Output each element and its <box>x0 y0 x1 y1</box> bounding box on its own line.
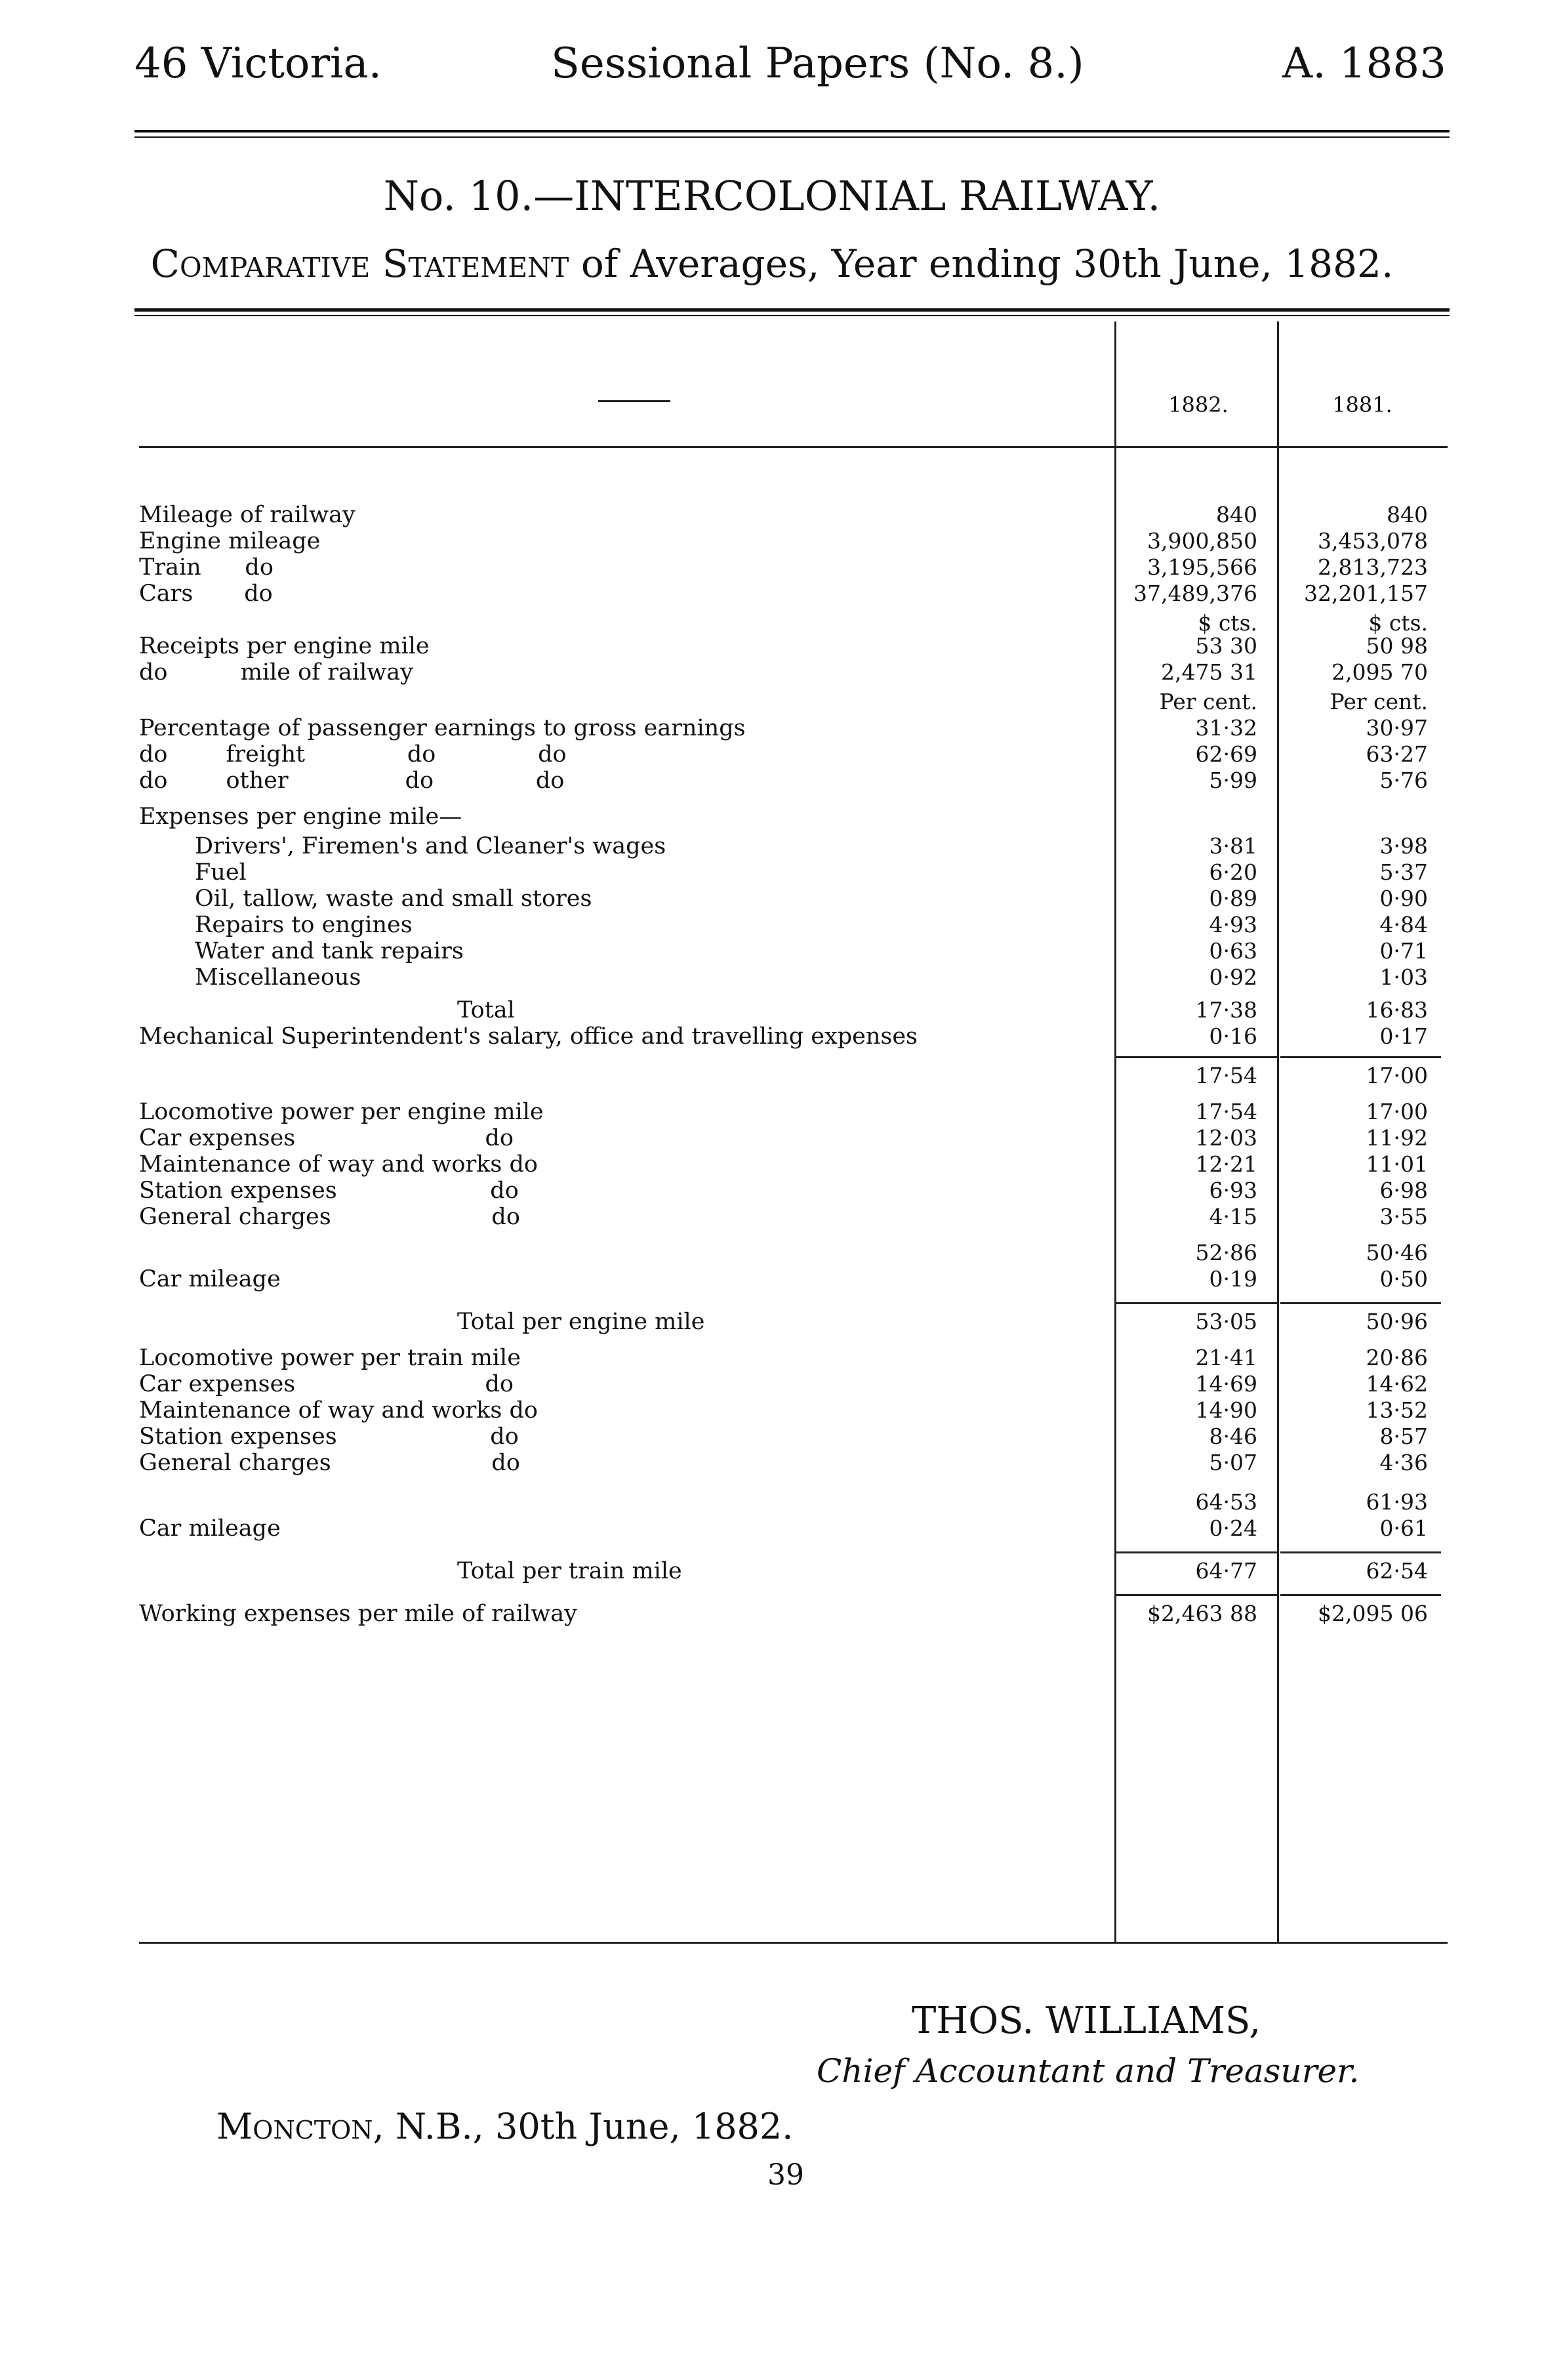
table-row <box>139 1397 1448 1424</box>
row-label <box>195 912 1107 938</box>
row-label-text: do mile of railway <box>139 659 417 686</box>
table-row <box>139 1266 1448 1292</box>
header-left: 46 Victoria. <box>134 39 382 88</box>
row-label-text: Receipts per engine mile <box>139 633 434 659</box>
value-1882: 3·81 <box>1209 833 1257 859</box>
row-label-text: Locomotive power per train mile <box>139 1345 525 1371</box>
value-1881: 50·96 <box>1366 1309 1428 1334</box>
row-label <box>139 768 1107 794</box>
row-label-text: Car expenses do <box>139 1371 518 1397</box>
value-1881: 20·86 <box>1366 1345 1428 1370</box>
row-label-text <box>139 1240 143 1266</box>
row-label <box>139 1063 1107 1089</box>
row-label-text: General charges do <box>139 1204 524 1230</box>
value-1881: 62·54 <box>1366 1558 1428 1584</box>
subtitle-part1: Comparative Statement <box>150 241 569 286</box>
column-header-1881: 1881. <box>1332 392 1392 417</box>
signature-name: THOS. WILLIAMS, <box>912 2000 1261 2042</box>
document-subtitle <box>0 241 1544 286</box>
value-1881: 32,201,157 <box>1304 581 1428 606</box>
table-row <box>139 964 1448 991</box>
row-label <box>139 741 1107 768</box>
table-row <box>139 1178 1448 1204</box>
row-label <box>139 1371 1107 1397</box>
row-label <box>139 1023 1107 1050</box>
subtitle-rule-thin <box>134 315 1450 316</box>
table-row <box>139 1515 1448 1542</box>
row-label-text <box>139 1063 143 1089</box>
table-row <box>139 1309 1448 1335</box>
value-1882: 0·24 <box>1209 1515 1257 1541</box>
value-1882: 14·69 <box>1195 1371 1257 1397</box>
row-label-text <box>139 689 143 715</box>
value-1882: 21·41 <box>1195 1345 1257 1370</box>
row-label <box>139 715 1107 741</box>
comparative-table <box>139 321 1448 1942</box>
value-1881: 11·92 <box>1366 1125 1428 1151</box>
value-1882: 14·90 <box>1195 1397 1257 1423</box>
value-1882: 0·89 <box>1209 886 1257 911</box>
row-label <box>139 554 1107 581</box>
value-1882: 5·07 <box>1209 1450 1257 1475</box>
value-1881: 5·37 <box>1379 859 1428 885</box>
value-1881: 1·03 <box>1379 964 1428 990</box>
subtotal-rule <box>1280 1594 1441 1596</box>
value-1881: 3·55 <box>1379 1204 1428 1229</box>
row-label-text: Oil, tallow, waste and small stores <box>195 886 596 912</box>
value-1881: 4·36 <box>1379 1450 1428 1475</box>
header-rule-thick <box>134 130 1450 133</box>
row-label <box>195 964 1107 991</box>
page-number: 39 <box>767 2158 804 2192</box>
table-row <box>139 1371 1448 1397</box>
row-label <box>139 689 1107 715</box>
value-1882: $ cts. <box>1198 610 1257 636</box>
value-1881: 14·62 <box>1366 1371 1428 1397</box>
row-label <box>195 833 1107 859</box>
row-label <box>139 1450 1107 1476</box>
value-1881: 30·97 <box>1366 715 1428 741</box>
table-row <box>139 689 1448 715</box>
value-1881: 4·84 <box>1379 912 1428 937</box>
value-1882: 12·21 <box>1195 1151 1257 1177</box>
value-1881: 0·90 <box>1379 886 1428 911</box>
row-label-text: Total per train mile <box>457 1558 686 1584</box>
value-1882: 12·03 <box>1195 1125 1257 1151</box>
value-1881: 840 <box>1387 502 1428 527</box>
row-label-text: Mileage of railway <box>139 502 359 528</box>
table-row <box>139 1558 1448 1584</box>
value-1882: 53 30 <box>1195 633 1257 659</box>
header-bottom-rule <box>139 446 1448 448</box>
row-label <box>139 1125 1107 1151</box>
row-label <box>139 659 1107 686</box>
value-1882: 0·16 <box>1209 1023 1257 1049</box>
row-label-text: Cars do <box>139 581 277 607</box>
place-date <box>216 2106 793 2147</box>
table-row <box>139 715 1448 741</box>
value-1882: 6·20 <box>1209 859 1257 885</box>
row-label <box>457 1309 1107 1335</box>
row-label <box>139 581 1107 607</box>
column-header-1882: 1882. <box>1168 392 1229 417</box>
row-label-text: Car mileage <box>139 1266 285 1292</box>
table-row <box>139 768 1448 794</box>
table-row <box>139 997 1448 1023</box>
table-row <box>139 502 1448 528</box>
value-1881: 61·93 <box>1366 1489 1428 1515</box>
subtitle-rule-thick <box>134 308 1450 312</box>
subtotal-rule <box>1116 1056 1277 1058</box>
row-label <box>139 1515 1107 1542</box>
row-label <box>139 633 1107 659</box>
value-1881: 13·52 <box>1366 1397 1428 1423</box>
signature-title: Chief Accountant and Treasurer. <box>817 2052 1360 2090</box>
header-dash <box>598 400 670 402</box>
place-city: Moncton <box>216 2106 373 2147</box>
row-label-text: Total per engine mile <box>457 1309 708 1335</box>
row-label <box>139 1424 1107 1450</box>
value-1881: 2,813,723 <box>1318 554 1428 580</box>
value-1881: 63·27 <box>1366 741 1428 767</box>
row-label <box>195 859 1107 886</box>
value-1881: 3·98 <box>1379 833 1428 859</box>
subtotal-rule <box>1116 1551 1277 1553</box>
value-1882: 4·15 <box>1209 1204 1257 1229</box>
value-1882: 64·77 <box>1195 1558 1257 1584</box>
value-1882: 5·99 <box>1209 768 1257 793</box>
subtotal-rule <box>1116 1594 1277 1596</box>
table-row <box>139 912 1448 938</box>
header-rule-thin <box>134 136 1450 138</box>
row-label <box>139 502 1107 528</box>
subtotal-rule <box>1280 1551 1441 1553</box>
row-label-text: Maintenance of way and works do <box>139 1151 542 1178</box>
row-label <box>195 938 1107 964</box>
table-row <box>139 1151 1448 1178</box>
value-1881: 3,453,078 <box>1318 528 1428 554</box>
table-row <box>139 659 1448 686</box>
row-label-text: do freight do do <box>139 741 571 768</box>
row-label-text: Train do <box>139 554 277 581</box>
header-right: A. 1883 <box>1282 39 1446 88</box>
value-1882: 0·63 <box>1209 938 1257 964</box>
row-label-text: Repairs to engines <box>195 912 416 938</box>
row-label-text: Fuel <box>195 859 251 886</box>
row-label-text: Percentage of passenger earnings to gross earnings <box>139 715 750 741</box>
table-row <box>139 1125 1448 1151</box>
value-1881: 6·98 <box>1379 1178 1428 1203</box>
row-label <box>139 1489 1107 1515</box>
table-row <box>139 741 1448 768</box>
row-label-text: Car expenses do <box>139 1125 518 1151</box>
row-label <box>195 886 1107 912</box>
value-1881: 16·83 <box>1366 997 1428 1023</box>
value-1882: Per cent. <box>1159 689 1257 714</box>
place-rest: , N.B., 30th June, 1882. <box>373 2106 794 2147</box>
row-label-text <box>139 1489 143 1515</box>
row-label-text: Engine mileage <box>139 528 324 554</box>
subtitle-part2: of Averages, Year ending 30th June, 1882. <box>569 241 1394 286</box>
value-1882: 840 <box>1216 502 1257 527</box>
table-row <box>139 1063 1448 1089</box>
table-row <box>139 554 1448 581</box>
row-label-text: do other do do <box>139 768 568 794</box>
row-label-text: Car mileage <box>139 1515 285 1542</box>
table-row <box>139 1601 1448 1627</box>
value-1881: 17·00 <box>1366 1063 1428 1088</box>
row-label <box>139 1345 1107 1371</box>
value-1881: 5·76 <box>1379 768 1428 793</box>
value-1882: 17·54 <box>1195 1099 1257 1124</box>
row-label <box>457 997 1107 1023</box>
subtotal-rule <box>1280 1056 1441 1058</box>
table-row <box>139 1450 1448 1476</box>
table-row <box>139 1240 1448 1266</box>
row-label <box>139 1151 1107 1178</box>
value-1881: 17·00 <box>1366 1099 1428 1124</box>
row-label <box>139 1601 1107 1627</box>
value-1882: 3,900,850 <box>1147 528 1257 554</box>
value-1882: $2,463 88 <box>1147 1601 1257 1626</box>
value-1882: 4·93 <box>1209 912 1257 937</box>
row-label-text: Station expenses do <box>139 1424 523 1450</box>
row-label <box>139 804 1107 830</box>
value-1882: 0·92 <box>1209 964 1257 990</box>
header-center: Sessional Papers (No. 8.) <box>551 39 1084 88</box>
table-row <box>139 804 1448 830</box>
table-row <box>139 833 1448 859</box>
row-label <box>139 1397 1107 1424</box>
table-bottom-rule <box>139 1942 1448 1944</box>
row-label <box>139 1204 1107 1230</box>
table-row <box>139 633 1448 659</box>
value-1881: 8·57 <box>1379 1424 1428 1449</box>
table-row <box>139 886 1448 912</box>
table-row <box>139 938 1448 964</box>
value-1881: 11·01 <box>1366 1151 1428 1177</box>
value-1882: 2,475 31 <box>1161 659 1257 685</box>
row-label-text: General charges do <box>139 1450 524 1476</box>
value-1881: 0·50 <box>1379 1266 1428 1292</box>
row-label <box>139 1178 1107 1204</box>
row-label-text: Mechanical Superintendent's salary, office and travelling expenses <box>139 1023 922 1050</box>
value-1882: 17·54 <box>1195 1063 1257 1088</box>
document-title: No. 10.—INTERCOLONIAL RAILWAY. <box>383 172 1161 220</box>
table-row <box>139 1023 1448 1050</box>
value-1882: 17·38 <box>1195 997 1257 1023</box>
row-label <box>457 1558 1107 1584</box>
value-1882: 62·69 <box>1195 741 1257 767</box>
row-label-text: Expenses per engine mile— <box>139 804 466 830</box>
row-label-text: Locomotive power per engine mile <box>139 1099 548 1125</box>
value-1882: 53·05 <box>1195 1309 1257 1334</box>
row-label-text: Maintenance of way and works do <box>139 1397 542 1424</box>
row-label <box>139 1240 1107 1266</box>
value-1881: 2,095 70 <box>1331 659 1428 685</box>
row-label <box>139 1266 1107 1292</box>
row-label-text: Drivers', Firemen's and Cleaner's wages <box>195 833 670 859</box>
table-row <box>139 859 1448 886</box>
subtotal-rule <box>1280 1302 1441 1304</box>
value-1881: 0·71 <box>1379 938 1428 964</box>
table-row <box>139 1204 1448 1230</box>
value-1882: 0·19 <box>1209 1266 1257 1292</box>
value-1881: $ cts. <box>1368 610 1428 636</box>
table-row <box>139 610 1448 636</box>
value-1882: 52·86 <box>1195 1240 1257 1265</box>
value-1882: 37,489,376 <box>1133 581 1257 606</box>
value-1882: 3,195,566 <box>1147 554 1257 580</box>
table-row <box>139 581 1448 607</box>
table-row <box>139 528 1448 554</box>
value-1881: 50·46 <box>1366 1240 1428 1265</box>
value-1882: 8·46 <box>1209 1424 1257 1449</box>
table-row <box>139 1345 1448 1371</box>
row-label-text: Working expenses per mile of railway <box>139 1601 581 1627</box>
row-label-text: Total <box>457 997 519 1023</box>
row-label-text: Station expenses do <box>139 1178 523 1204</box>
value-1881: 50 98 <box>1366 633 1428 659</box>
table-row <box>139 1489 1448 1515</box>
row-label-text <box>139 610 143 636</box>
value-1882: 6·93 <box>1209 1178 1257 1203</box>
value-1882: 64·53 <box>1195 1489 1257 1515</box>
value-1881: 0·17 <box>1379 1023 1428 1049</box>
row-label-text: Water and tank repairs <box>195 938 468 964</box>
value-1881: $2,095 06 <box>1318 1601 1428 1626</box>
table-row <box>139 1099 1448 1125</box>
subtotal-rule <box>1116 1302 1277 1304</box>
table-row <box>139 1424 1448 1450</box>
row-label <box>139 1099 1107 1125</box>
row-label-text: Miscellaneous <box>195 964 365 991</box>
value-1881: Per cent. <box>1330 689 1428 714</box>
row-label <box>139 610 1107 636</box>
value-1881: 0·61 <box>1379 1515 1428 1541</box>
row-label <box>139 528 1107 554</box>
value-1882: 31·32 <box>1195 715 1257 741</box>
